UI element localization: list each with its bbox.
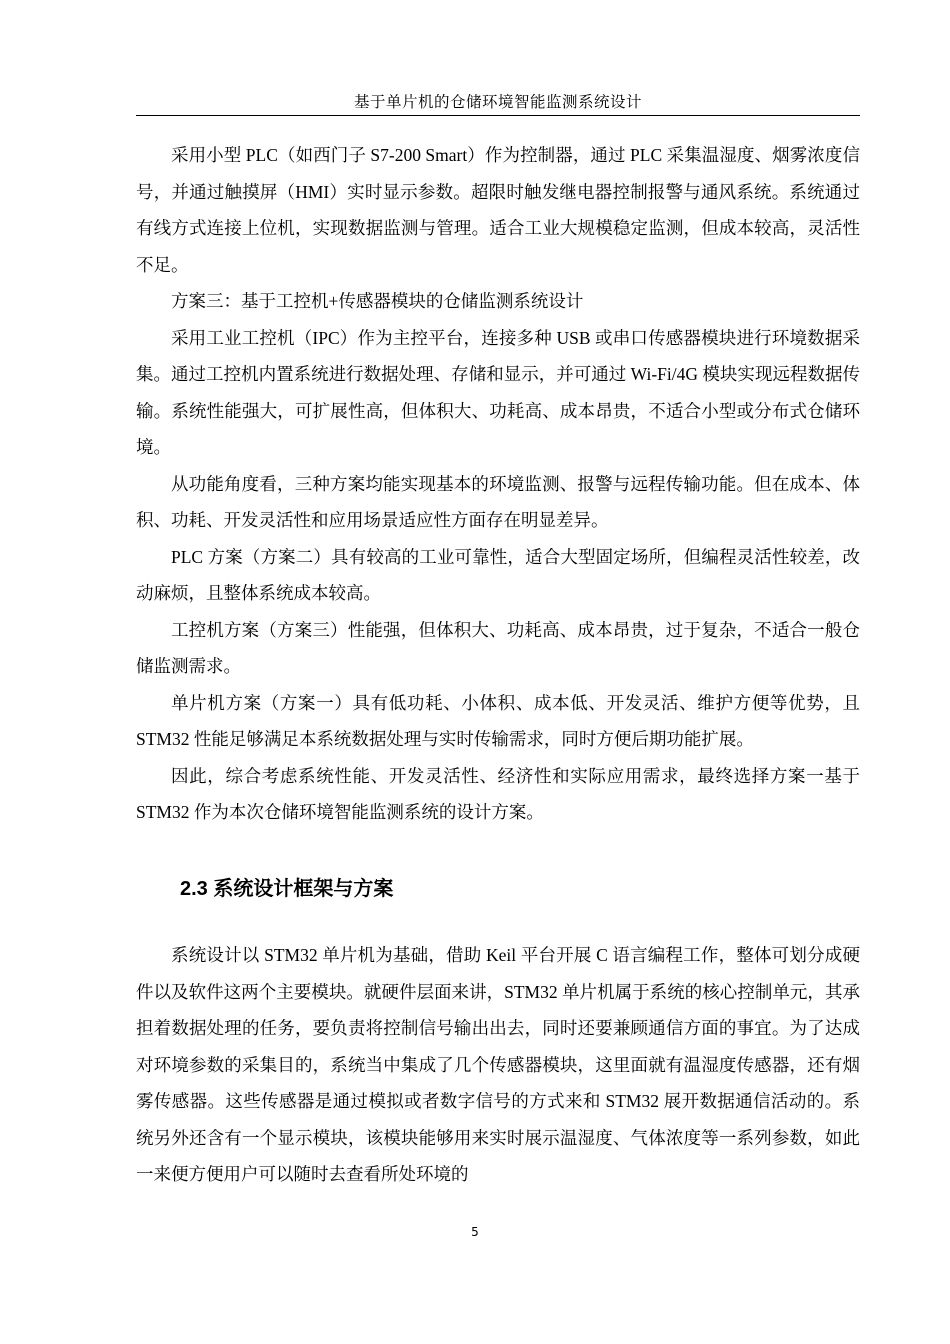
paragraph-function-comparison: 从功能角度看，三种方案均能实现基本的环境监测、报警与远程传输功能。但在成本、体积、功耗、开发灵活性和应用场景适应性方面存在明显差异。 (136, 473, 860, 530)
body-text-section (136, 937, 860, 1193)
paragraph-plc-scheme: 采用小型 PLC（如西门子 S7-200 Smart）作为控制器，通过 PLC 采集温湿度、烟雾浓度信号，并通过触摸屏（HMI）实时显示参数。超限时触发继电器控制报警与通风系统。系统通过有线方式连接上位机，实现数据监测与管理。适合工业大规模稳定监测，但成本较高，灵活性不足。 (136, 145, 860, 275)
paragraph-scheme-three-title: 方案三：基于工控机+传感器模块的仓储监测系统设计 (171, 291, 584, 311)
paragraph-ipc-scheme: 采用工业工控机（IPC）作为主控平台，连接多种 USB 或串口传感器模块进行环境数据采集。通过工控机内置系统进行数据处理、存储和显示，并可通过 Wi-Fi/4G 模块实现远程数据传输。系统性能强大，可扩展性高，但体积大、功耗高、成本昂贵，不适合小型或分布式仓储环境。 (136, 327, 860, 457)
paragraph-mcu-evaluation: 单片机方案（方案一）具有低功耗、小体积、成本低、开发灵活、维护方便等优势，且 STM32 性能足够满足本系统数据处理与实时传输需求，同时方便后期功能扩展。 (136, 692, 860, 749)
page-header-title: 基于单片机的仓储环境智能监测系统设计 (353, 94, 642, 111)
paragraph-ipc-evaluation: 工控机方案（方案三）性能强，但体积大、功耗高、成本昂贵，过于复杂，不适合一般仓储监测需求。 (136, 619, 860, 676)
paragraph-system-design: 系统设计以 STM32 单片机为基础，借助 Keil 平台开展 C 语言编程工作，整体可划分成硬件以及软件这两个主要模块。就硬件层面来讲，STM32 单片机属于系统的核心控制单元，其承担着数据处理的任务，要负责将控制信号输出出去，同时还要兼顾通信方面的事宜。为了达成对环境参数的采集目的，系统当中集成了几个传感器模块，这里面就有温湿度传感器，还有烟雾传感器。这些传感器是通过模拟或者数字信号的方式来和 STM32 展开数据通信活动的。系统另外还含有一个显示模块，该模块能够用来实时展示温湿度、气体浓度等一系列参数，如此一来便方便用户可以随时去查看所处环境的 (136, 945, 860, 1184)
paragraph-conclusion: 因此，综合考虑系统性能、开发灵活性、经济性和实际应用需求，最终选择方案一基于 STM32 作为本次仓储环境智能监测系统的设计方案。 (136, 765, 860, 822)
paragraph-plc-evaluation: PLC 方案（方案二）具有较高的工业可靠性，适合大型固定场所，但编程灵活性较差，改动麻烦，且整体系统成本较高。 (136, 546, 860, 603)
section-heading: 2.3 系统设计框架与方案 (180, 878, 394, 900)
page-number: 5 (471, 1225, 479, 1239)
body-text-upper (136, 137, 860, 831)
header-divider (136, 115, 860, 116)
